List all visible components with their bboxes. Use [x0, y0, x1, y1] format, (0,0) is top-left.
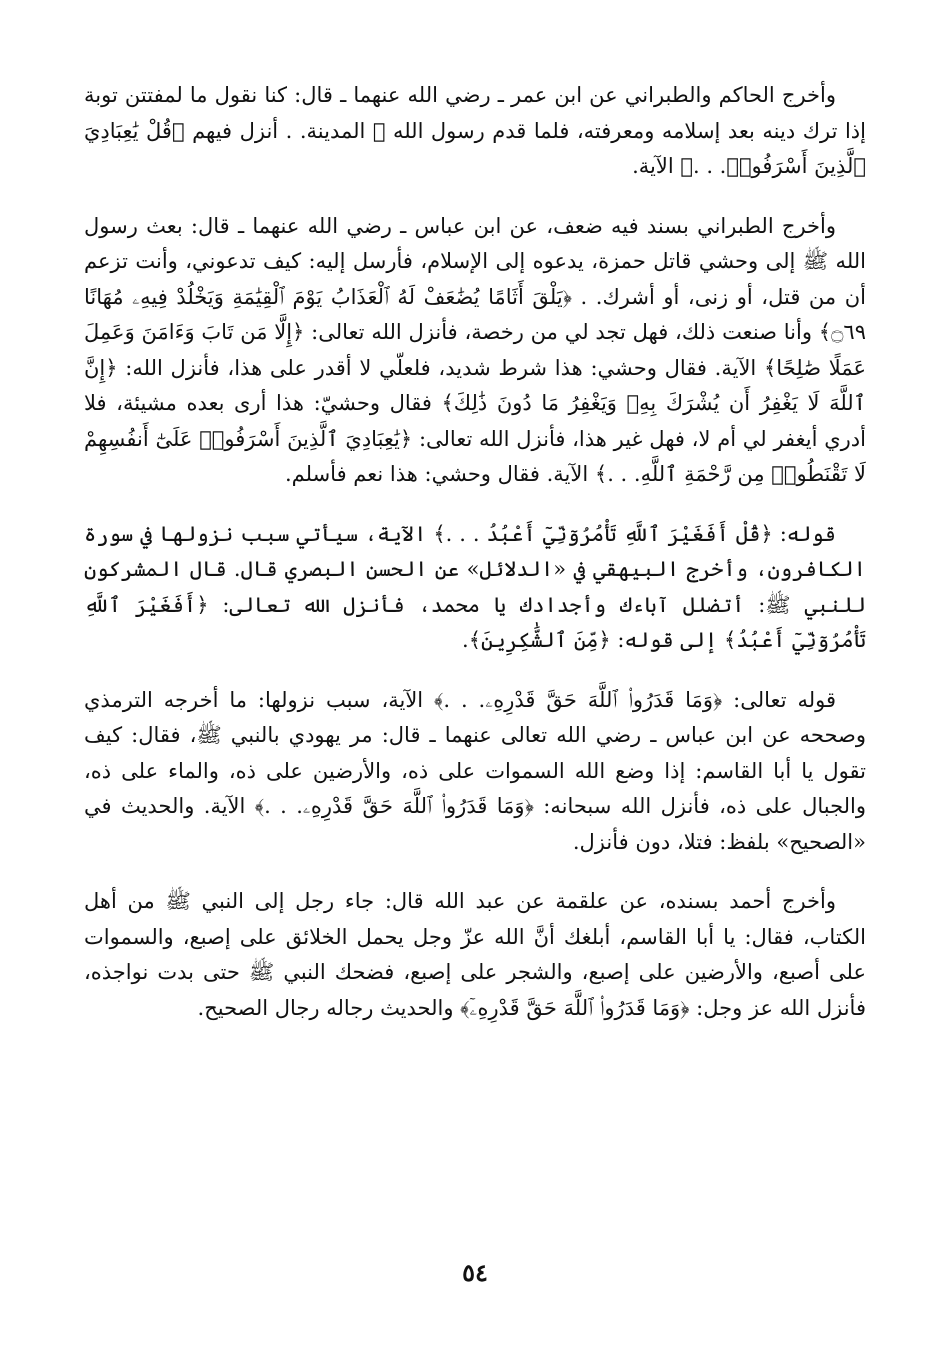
paragraph-2: وأخرج الطبراني بسند فيه ضعف، عن ابن عباس ـ رضي الله عنهما ـ قال: بعث رسول الله ﷺ إلى وحشي قاتل حمزة، يدعوه إلى الإسلام، فأرسل إليه: كيف تدعوني، وأنت تزعم أن من قتل، أو زنى، أو أشرك. . ﴿يَلْقَ أَثَامًا يُضَٰعَفْ لَهُ ٱلْعَذَابُ يَوْمَ ٱلْقِيَٰمَةِ وَيَخْلُدْ فِيهِۦ مُهَانًا ۝٦٩﴾ وأنا صنعت ذلك، فهل تجد لي من رخصة، فأنزل الله تعالى: ﴿إِلَّا مَن تَابَ وَءَامَنَ وَعَمِلَ عَمَلًا صَٰلِحًا﴾ الآية. فقال وحشي: هذا شرط شديد، فلعلّي لا أقدر على هذا، فأنزل الله: ﴿إِنَّ ٱللَّهَ لَا يَغْفِرُ أَن يُشْرَكَ بِهِۦ وَيَغْفِرُ مَا دُونَ ذَٰلِكَ﴾ فقال وحشيّ: هذا أرى بعده مشيئة، فلا أدري أيغفر لي أم لا، فهل غير هذا، فأنزل الله تعالى: ﴿يَٰعِبَادِيَ ٱلَّذِينَ أَسْرَفُوا۟ عَلَىٰٓ أَنفُسِهِمْ لَا تَقْنَطُوا۟ مِن رَّحْمَةِ ٱللَّهِ. . .﴾ الآية. فقال وحشي: هذا نعم فأسلم.: [84, 213, 866, 486]
paragraph-5: وأخرج أحمد بسنده، عن علقمة عن عبد الله قال: جاء رجل إلى النبي ﷺ من أهل الكتاب، فقال: يا أبا القاسم، أبلغك أنَّ الله عزّ وجل يحمل الخلائق على إصبع، والسموات على أصبع، والأرضين على إصبع، والشجر على إصبع، فضحك النبي ﷺ حتى بدت نواجذه، فأنزل الله عز وجل: ﴿وَمَا قَدَرُوا۟ ٱللَّهَ حَقَّ قَدْرِهِۦٓ﴾ والحديث رجاله رجال الصحيح.: [84, 889, 866, 1020]
paragraph-4: قوله تعالى: ﴿وَمَا قَدَرُوا۟ ٱللَّهَ حَقَّ قَدْرِهِۦ. . .﴾ الآية، سبب نزولها: ما أخرجه الترمذي وصححه عن ابن عباس ـ رضي الله تعالى عنهما ـ قال: مر يهودي بالنبي ﷺ، فقال: كيف تقول يا أبا القاسم: إذا وضع الله السموات على ذه، والأرضين على ذه، والماء على ذه، والجبال على ذه، فأنزل الله سبحانه: ﴿وَمَا قَدَرُوا۟ ٱللَّهَ حَقَّ قَدْرِهِۦ. . .﴾ الآية. والحديث في «الصحيح» بلفظ: فتلا، دون فأنزل.: [84, 687, 866, 854]
page-number: ٥٤: [462, 1258, 488, 1287]
paragraph-1: وأخرج الحاكم والطبراني عن ابن عمر ـ رضي الله عنهما ـ قال: كنا نقول ما لمفتتن توبة إذا ترك دينه بعد إسلامه ومعرفته، فلما قدم رسول الله ﷺ المدينة. . أنزل فيهم ﴿قُلْ يَٰعِبَادِيَ ٱلَّذِينَ أَسْرَفُوا۟. . .﴾ الآية.: [84, 83, 866, 178]
page-body: [84, 78, 866, 1050]
paragraph-3: قوله: ﴿قُلْ أَفَغَيْرَ ٱللَّهِ تَأْمُرُوٓنِّيٓ أَعْبُدُ . . .﴾ الآية، سيأتي سبب نزولها في سورة الكافرون، وأخرج البيهقي في «الدلائل» عن الحسن البصري قال. قال المشركون للنبي ﷺ: أتضلل آباءك وأجدادك يا محمد، فأنزل الله تعالى: ﴿أَفَغَيْرَ ٱللَّهِ تَأْمُرُوٓنِّيٓ أَعْبُدُ﴾ إلى قوله: ﴿مِّنَ ٱلشَّٰكِرِينَ﴾.: [84, 521, 866, 652]
